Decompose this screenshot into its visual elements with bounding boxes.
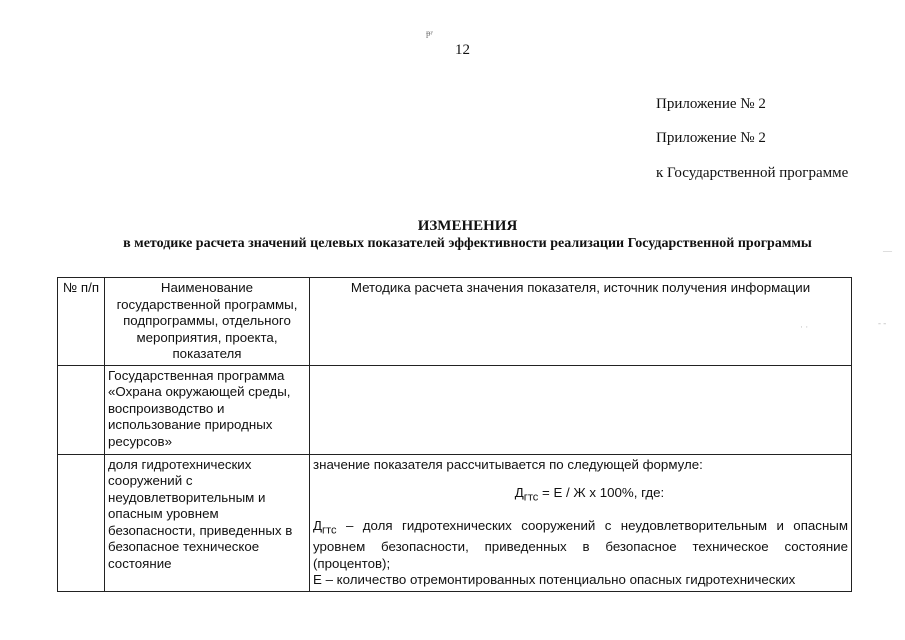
scan-artifact: - - — [878, 318, 887, 328]
definition-e: Е – количество отремонтированных потенциально опасных гидротехнических — [313, 572, 796, 588]
page-number: 12 — [455, 42, 470, 58]
formula-expression: = Е / Ж х 100%, где: — [538, 485, 665, 500]
table-header-row — [58, 278, 852, 366]
appendix-line-1: Приложение № 2 — [656, 96, 766, 112]
row-method — [310, 365, 852, 454]
method-intro: значение показателя рассчитывается по следующей формуле: — [313, 456, 703, 472]
row-name: доля гидротехнических сооружений с неудовлетворительным и опасным уровнем безопасности, приведенных в безопасное техническое состояние — [105, 454, 310, 591]
row-number — [58, 365, 105, 454]
scan-artifact: — — [883, 246, 892, 256]
formula-symbol: Д — [514, 485, 524, 500]
table-row — [58, 365, 852, 454]
row-number — [58, 454, 105, 591]
changes-table — [57, 277, 852, 592]
row-method — [310, 454, 852, 591]
header-number: № п/п — [58, 278, 105, 366]
formula — [331, 485, 848, 506]
appendix-line-3: к Государственной программе — [656, 165, 849, 181]
formula-subscript: гтс — [523, 491, 539, 504]
row-name: Государственная программа «Охрана окружающей среды, воспроизводство и использование природных ресурсов» — [105, 365, 310, 454]
document-title: ИЗМЕНЕНИЯ — [417, 218, 518, 234]
definition-symbol: Д — [313, 518, 323, 534]
scan-mark: ᵽᵞ — [426, 28, 433, 38]
header-name: Наименование государственной программы, подпрограммы, отдельного мероприятия, проекта, показателя — [105, 278, 310, 366]
scan-artifact: · · — [800, 322, 809, 332]
definition-subscript: гтс — [322, 524, 337, 537]
document-subtitle: в методике расчета значений целевых показателей эффективности реализации Государственной программы — [123, 236, 812, 251]
table-row — [58, 454, 852, 591]
appendix-line-2: Приложение № 2 — [656, 130, 766, 146]
header-method: Методика расчета значения показателя, источник получения информации — [310, 278, 852, 366]
definition-d — [313, 518, 848, 572]
definition-text: – доля гидротехнических сооружений с неудовлетворительным и опасным уровнем безопасности, приведенных в безопасное техническое состояние (процентов); — [313, 518, 848, 571]
